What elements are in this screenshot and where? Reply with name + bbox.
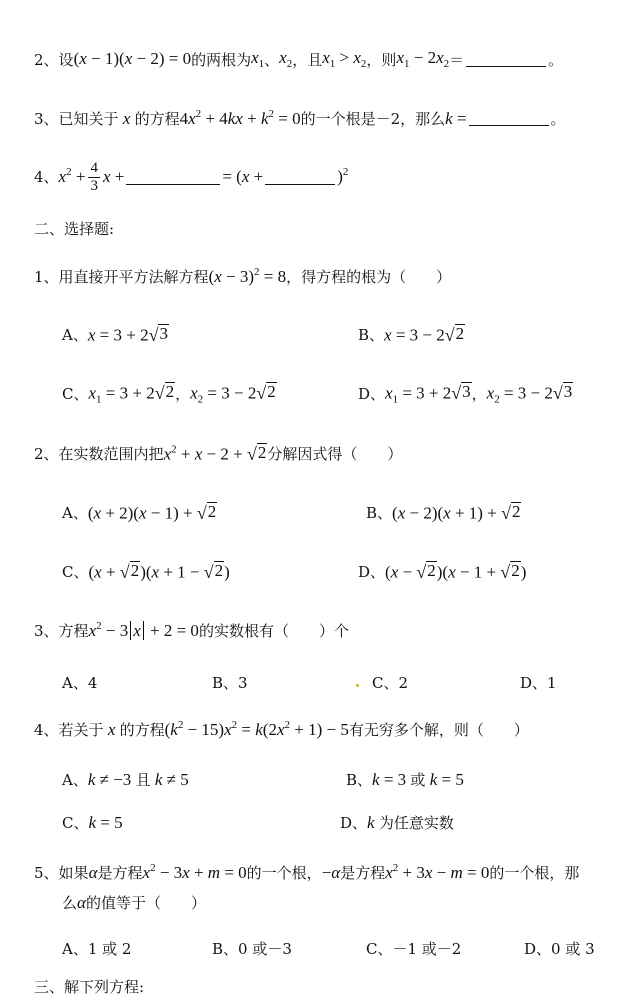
comma: ， (471, 385, 487, 404)
question-text: 么 (62, 894, 78, 913)
question-number: 1、 (34, 267, 59, 286)
option-b[interactable] (358, 324, 465, 346)
question-text: 是方程 (97, 863, 143, 882)
option-text: 为任意实数 (378, 814, 454, 832)
fill-q2 (34, 48, 563, 71)
option-expr: k = 3 (372, 769, 411, 789)
fill-q4 (34, 160, 348, 194)
option-expr: $x_1 = 3 + 2$ √ 3 (385, 382, 471, 406)
option-c[interactable]: C、2 (372, 674, 409, 692)
question-text: 的值等于（ ） (85, 894, 206, 913)
option-label: A、 (62, 771, 88, 789)
question-number: 3、 (34, 621, 59, 640)
question-text: 的两根为 (191, 50, 252, 69)
option-label: D、 (358, 385, 386, 404)
question-text: 用直接开平方法解方程 (58, 267, 209, 286)
question-text: 的方程 (134, 109, 180, 128)
option-label: C、 (62, 385, 89, 404)
option-expr-2: k ≠ 5 (154, 769, 189, 789)
question-text: 如果 (58, 863, 89, 882)
question-text: 的方程 (119, 720, 165, 739)
option-d[interactable]: D、1 (520, 674, 557, 692)
equation: $x^2 - 3$ x + 2 = 0 (88, 620, 199, 640)
equation: $(k^2 - 15)x^2 = k(2x^2 + 1) - 5$ (164, 719, 349, 739)
option-c[interactable] (62, 812, 123, 833)
option-expr-2: $x_2 = 3 - 2$ √ 3 (486, 382, 573, 406)
mc-q4 (34, 719, 529, 740)
option-text: 且 (135, 771, 151, 789)
expression: $x_1 - 2x_2$ (396, 48, 450, 70)
mc-q2 (34, 443, 402, 465)
option-b[interactable]: B、0 或－3 (212, 940, 292, 958)
option-d[interactable] (358, 382, 573, 406)
option-expr: x = 3 − 2 √ 2 (384, 324, 465, 345)
root-x1: $x_1$ (251, 48, 265, 70)
option-b[interactable] (346, 769, 464, 790)
question-text: 的一个根， (246, 863, 322, 882)
option-expr: $x_1 = 3 + 2$ √ 2 (88, 382, 175, 406)
expression: $x^2 + x - 2$ + √ 2 (163, 443, 267, 464)
option-b[interactable] (366, 502, 521, 524)
question-text: ，得方程的根为（ ） (286, 267, 452, 286)
question-text: 若关于 (58, 720, 104, 739)
question-text: 设 (58, 50, 74, 69)
option-a[interactable]: A、4 (62, 674, 98, 692)
option-label: A、 (62, 504, 88, 523)
question-number: 2、 (34, 50, 59, 69)
option-label: A、 (62, 326, 88, 345)
variable-x: x (118, 108, 135, 128)
mc-q5 (34, 862, 579, 883)
expression-eq: = (x + (222, 166, 264, 186)
mc-q5-line2 (62, 893, 206, 913)
option-label: C、 (62, 563, 89, 582)
question-text: 的实数根有（ ）个 (198, 621, 349, 640)
section-title: 二、选择题: (34, 220, 115, 238)
k-equals: k = (445, 108, 467, 128)
question-text: ，则 (366, 50, 397, 69)
question-number: 4、 (34, 168, 59, 186)
option-label: B、 (366, 504, 393, 523)
question-text: 有无穷多个解，则（ ） (348, 720, 529, 739)
equation-2: $x^2 + 3x - m = 0$ (385, 862, 490, 882)
period: 。 (548, 50, 564, 69)
option-c[interactable] (62, 561, 230, 583)
section-title: 三、解下列方程: (34, 978, 145, 996)
equation-1: $x^2 - 3x + m = 0$ (142, 862, 247, 882)
equation: $4x^2 + 4kx + k^2 = 0$ (179, 108, 301, 128)
question-text: 的一个根是－2，那么 (300, 109, 446, 128)
option-var: k (367, 812, 379, 832)
option-b[interactable]: B、3 (212, 674, 248, 692)
answer-blank-2[interactable] (265, 170, 335, 185)
variable-x: x (103, 719, 120, 739)
answer-blank[interactable] (466, 52, 546, 67)
option-label: D、 (358, 563, 386, 582)
option-expr: k ≠ −3 (87, 769, 136, 789)
mc-q1 (34, 266, 451, 287)
question-text: 分解因式得（ ） (267, 445, 403, 464)
question-number: 4、 (34, 720, 59, 739)
question-text: 在实数范围内把 (58, 445, 164, 464)
option-a[interactable]: A、1 或 2 (62, 940, 132, 958)
expression-end: )$^2$ (337, 166, 349, 187)
option-expr-2: $x_2 = 3 - 2$ √ 2 (190, 382, 276, 406)
alpha: α (88, 862, 98, 882)
condition: $x_1 > x_2$ (322, 48, 367, 70)
option-a[interactable] (62, 769, 189, 790)
answer-blank[interactable] (469, 111, 549, 126)
option-expr: (x − √ 2 )(x − 1 + √ 2 ) (385, 561, 527, 582)
option-expr: k = 5 (88, 812, 123, 832)
equals: ＝ (449, 50, 465, 69)
root-x2: $x_2$ (279, 48, 293, 70)
question-text: 已知关于 (58, 109, 119, 128)
alpha: α (77, 893, 86, 912)
option-text: 或 (410, 771, 426, 789)
question-text: 的一个根，那 (489, 863, 580, 882)
option-expr-2: k = 5 (429, 769, 464, 789)
expression-mid: x + (102, 166, 125, 186)
option-expr: x = 3 + 2 √ 3 (87, 324, 168, 345)
fraction: $\frac{4}{3}$ (90, 160, 98, 194)
option-c[interactable]: C、－1 或－2 (366, 940, 462, 958)
question-number: 3、 (34, 109, 59, 128)
period: 。 (550, 109, 566, 128)
option-label: C、 (62, 814, 89, 832)
mc-q3 (34, 620, 349, 641)
answer-blank-1[interactable] (126, 170, 220, 185)
option-d[interactable] (358, 561, 526, 583)
option-d[interactable]: D、0 或 3 (524, 940, 595, 958)
stray-dot (356, 684, 359, 687)
option-a[interactable] (62, 502, 217, 524)
comma: ， (175, 385, 191, 404)
fill-q3 (34, 108, 566, 129)
question-text: 方程 (58, 621, 89, 640)
question-text: ，且 (292, 50, 323, 69)
option-d[interactable] (340, 812, 454, 833)
equation: (x − 1)(x − 2) = 0 (73, 49, 192, 69)
neg-alpha: −α (321, 862, 341, 882)
option-expr: (x + √ 2 )(x + 1 − √ 2 ) (88, 561, 230, 582)
equation: $(x - 3)^2 = 8$ (208, 266, 287, 286)
option-expr: (x + 2)(x − 1) + √ 2 (87, 502, 217, 523)
option-label: D、 (340, 814, 368, 832)
option-expr: (x − 2)(x + 1) + √ 2 (392, 502, 521, 523)
separator: 、 (264, 50, 280, 69)
question-number: 5、 (34, 863, 59, 882)
option-c[interactable] (62, 382, 277, 406)
expression-start: $x^2$ + (58, 166, 86, 187)
option-label: B、 (358, 326, 385, 345)
question-text: 是方程 (340, 863, 386, 882)
option-label: B、 (346, 771, 373, 789)
option-a[interactable] (62, 324, 169, 346)
question-number: 2、 (34, 445, 59, 464)
